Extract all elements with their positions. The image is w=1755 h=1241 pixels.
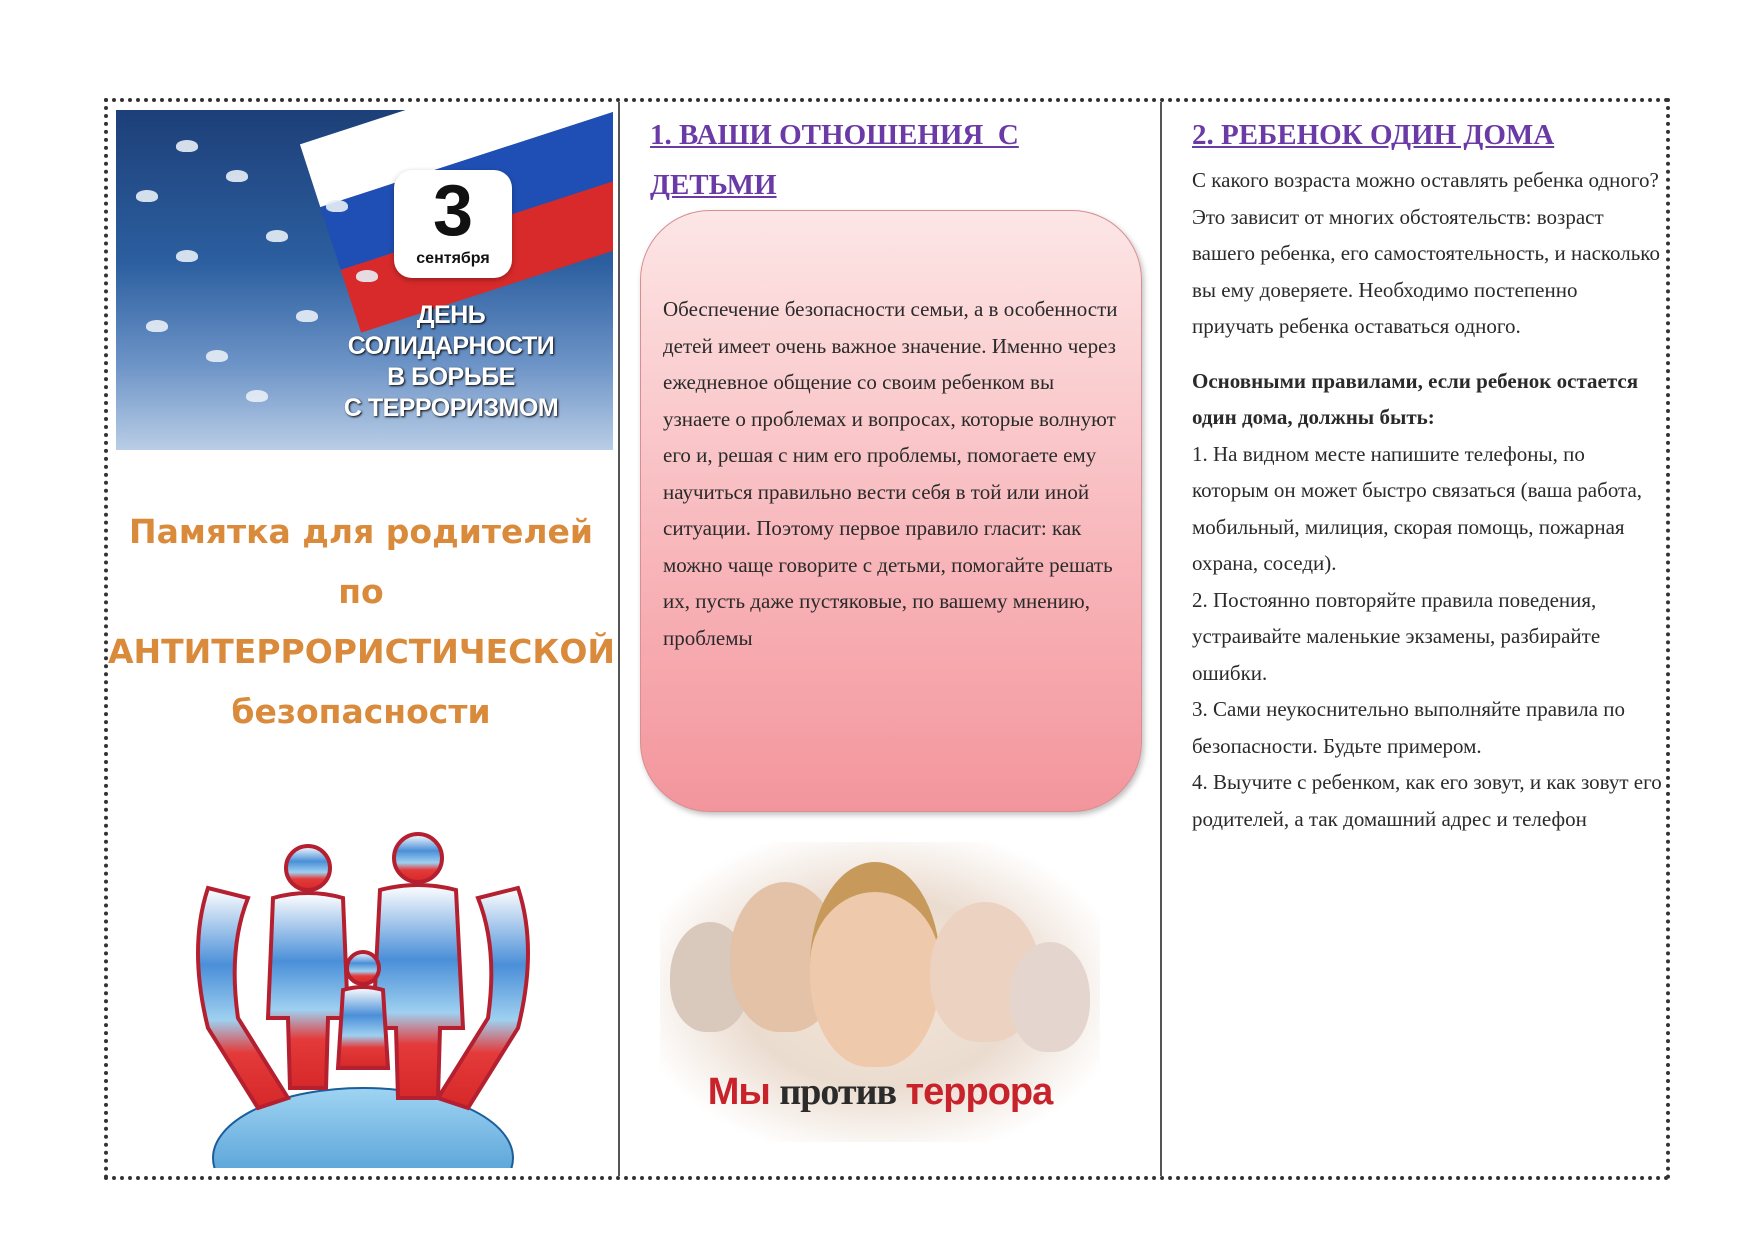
- section2-body: [1192, 162, 1662, 837]
- section1-heading-line: ДЕТЬМИ: [650, 169, 777, 201]
- rule-item: 1. На видном месте напишите телефоны, по которым он может быстро связаться (ваша работа, мобильный, милиция, скорая помощь, пожарная охрана, соседи).: [1192, 441, 1643, 575]
- children-photo: [660, 842, 1100, 1142]
- caption-part: Мы: [707, 1071, 770, 1113]
- caption-part: против: [779, 1071, 896, 1113]
- we-against-terror-caption: [660, 1070, 1100, 1114]
- memo-title-line: АНТИТЕРРОРИСТИЧЕСКОЙ: [108, 632, 615, 671]
- child-face-icon: [810, 862, 940, 1067]
- dove-icon: [246, 390, 268, 402]
- dove-icon: [176, 250, 198, 262]
- dove-icon: [136, 190, 158, 202]
- family-logo-icon: [168, 828, 558, 1168]
- dove-icon: [146, 320, 168, 332]
- section1-heading-line: 1. ВАШИ ОТНОШЕНИЯ С: [650, 119, 1019, 151]
- home-alone-column: [1160, 102, 1666, 1176]
- date-card: [394, 170, 512, 278]
- dove-icon: [296, 310, 318, 322]
- dove-icon: [206, 350, 228, 362]
- banner-title-line: В БОРЬБЕ: [387, 363, 515, 391]
- banner-title-line: ДЕНЬ: [416, 301, 486, 329]
- dove-icon: [176, 140, 198, 152]
- leaflet-sheet: [104, 98, 1670, 1180]
- section2-intro: С какого возраста можно оставлять ребенка одного? Это зависит от многих обстоятельств: возраст вашего ребенка, его самостоятельность, и насколько вы ему доверяете. Необходимо постепенно приучать ребенка оставаться одного.: [1192, 168, 1660, 338]
- section2-heading: 2. РЕБЕНОК ОДИН ДОМА: [1192, 119, 1555, 151]
- child-face-icon: [1010, 942, 1090, 1052]
- advice-box: [640, 210, 1142, 812]
- banner-title-line: СОЛИДАРНОСТИ: [347, 332, 555, 360]
- rule-item: 4. Выучите с ребенком, как его зовут, и как зовут его родителей, а так домашний адрес и телефон: [1192, 770, 1662, 831]
- banner-title-line: С ТЕРРОРИЗМОМ: [343, 394, 559, 422]
- dove-icon: [266, 230, 288, 242]
- dove-icon: [226, 170, 248, 182]
- dove-icon: [356, 270, 378, 282]
- solidarity-day-banner: [116, 110, 613, 450]
- banner-title: [316, 300, 586, 424]
- rule-item: 3. Сами неукоснительно выполняйте правила по безопасности. Будьте примером.: [1192, 697, 1625, 758]
- date-month: сентября: [416, 250, 490, 267]
- caption-part: террора: [905, 1071, 1053, 1113]
- memo-title-line: по: [338, 572, 384, 611]
- memo-title: [108, 502, 614, 742]
- memo-title-line: Памятка для родителей: [128, 512, 594, 551]
- cover-column: [108, 102, 614, 1176]
- rules-heading: Основными правилами, если ребенок остается один дома, должны быть:: [1192, 368, 1639, 429]
- relations-column: [618, 102, 1158, 1176]
- memo-title-line: безопасности: [231, 692, 491, 731]
- section1-heading: [650, 110, 1090, 210]
- advice-text: Обеспечение безопасности семьи, а в особенности детей имеет очень важное значение. Именно через ежедневное общение со своим ребенком вы узнаете о проблемах и вопросах, которые волнуют его и, решая с ним его проблемы, помогаете ему научиться правильно вести себя в той или иной ситуации. Поэтому первое правило гласит: как можно чаще говорите с детьми, помогайте решать их, пусть даже пустяковые, по вашему мнению, проблемы: [663, 297, 1118, 650]
- date-number: 3: [432, 171, 474, 251]
- dove-icon: [326, 200, 348, 212]
- rule-item: 2. Постоянно повторяйте правила поведения, устраивайте маленькие экзамены, разбирайте ошибки.: [1192, 587, 1601, 685]
